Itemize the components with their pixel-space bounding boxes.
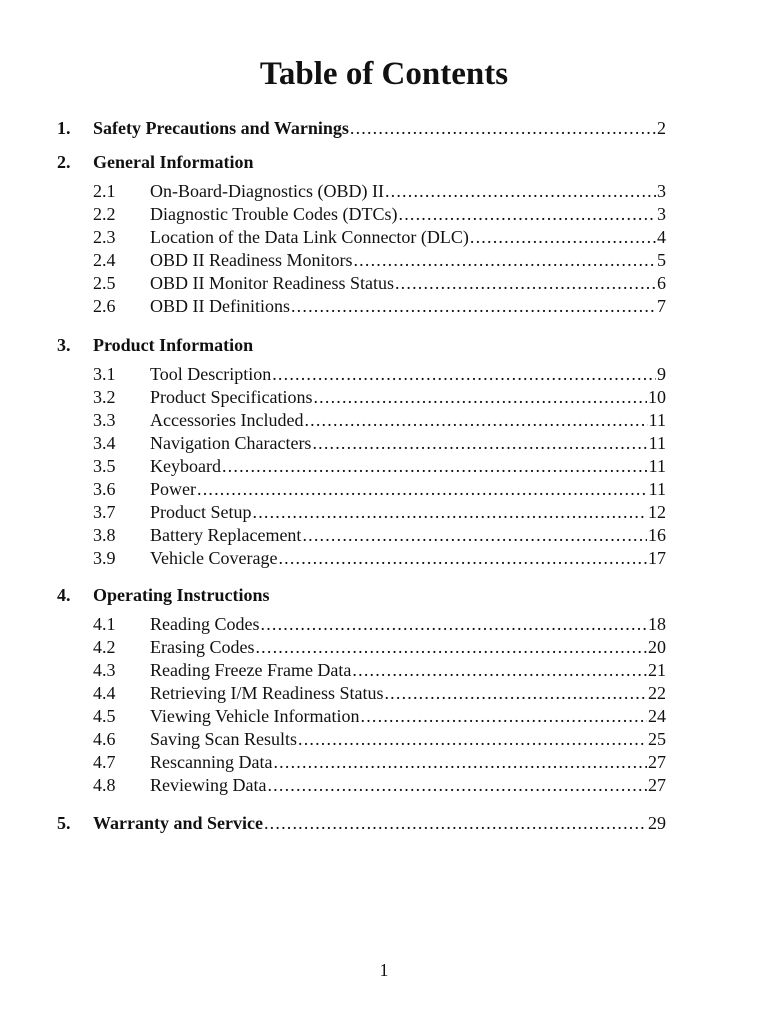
page-title: Table of Contents <box>259 56 509 92</box>
entry-title: Battery Replacement <box>150 525 302 545</box>
toc-entry-3-7[interactable] <box>93 501 666 524</box>
entry-number: 3.8 <box>93 525 116 545</box>
entry-number: 4.5 <box>93 706 116 726</box>
dot-leader <box>313 386 647 409</box>
toc-entry-3-2[interactable] <box>93 386 666 409</box>
page-number: 2 <box>657 118 666 138</box>
dot-leader <box>291 295 656 318</box>
entry-title: Reviewing Data <box>150 775 267 795</box>
entry-number: 2.1 <box>93 181 116 201</box>
toc-entry-4-1[interactable] <box>93 613 666 636</box>
toc-entry-3-8[interactable] <box>93 524 666 547</box>
section-number: 4. <box>57 585 71 605</box>
entry-title: Navigation Characters <box>150 433 312 453</box>
toc-section-1[interactable] <box>57 117 666 140</box>
toc-entry-2-3[interactable] <box>93 226 666 249</box>
entry-number: 4.8 <box>93 775 116 795</box>
page-number: 7 <box>657 296 666 316</box>
entry-title: Retrieving I/M Readiness Status <box>150 683 384 703</box>
page-number: 11 <box>648 410 666 430</box>
entry-title: OBD II Definitions <box>150 296 290 316</box>
dot-leader <box>399 203 657 226</box>
page-footer-number: 1 <box>379 960 389 980</box>
page-number: 9 <box>657 364 666 384</box>
entry-title: Location of the Data Link Connector (DLC) <box>150 227 469 247</box>
toc-entry-3-4[interactable] <box>93 432 666 455</box>
entry-title: Power <box>150 479 196 499</box>
dot-leader <box>273 751 647 774</box>
section-number: 5. <box>57 813 71 833</box>
toc-section-5[interactable] <box>57 812 666 835</box>
page-number: 12 <box>648 502 666 522</box>
page-number: 21 <box>648 660 666 680</box>
dot-leader <box>253 501 648 524</box>
toc-entry-4-6[interactable] <box>93 728 666 751</box>
toc-entry-4-3[interactable] <box>93 659 666 682</box>
page-number: 4 <box>657 227 666 247</box>
toc-entry-3-6[interactable] <box>93 478 666 501</box>
entry-title: Tool Description <box>150 364 272 384</box>
toc-entry-3-3[interactable] <box>93 409 666 432</box>
page-number: 5 <box>657 250 666 270</box>
section-number: 3. <box>57 335 71 355</box>
page-number: 6 <box>657 273 666 293</box>
dot-leader <box>302 524 647 547</box>
toc-entry-2-5[interactable] <box>93 272 666 295</box>
entry-number: 3.4 <box>93 433 116 453</box>
entry-number: 4.2 <box>93 637 116 657</box>
entry-title: Reading Codes <box>150 614 260 634</box>
entry-title: OBD II Monitor Readiness Status <box>150 273 394 293</box>
toc-entry-2-1[interactable] <box>93 180 666 203</box>
entry-title: Diagnostic Trouble Codes (DTCs) <box>150 204 398 224</box>
entry-number: 2.5 <box>93 273 116 293</box>
entry-title: Rescanning Data <box>150 752 273 772</box>
toc-entry-2-6[interactable] <box>93 295 666 318</box>
dot-leader <box>222 455 648 478</box>
toc-entry-4-8[interactable] <box>93 774 666 797</box>
toc-entry-4-7[interactable] <box>93 751 666 774</box>
entry-number: 4.4 <box>93 683 116 703</box>
section-title: General Information <box>93 152 254 172</box>
section-number: 1. <box>57 118 71 138</box>
entry-number: 4.6 <box>93 729 116 749</box>
dot-leader <box>298 728 647 751</box>
page-number: 29 <box>648 813 666 833</box>
page-number: 11 <box>648 479 666 499</box>
dot-leader <box>272 363 656 386</box>
page-number: 3 <box>657 204 666 224</box>
dot-leader <box>255 636 647 659</box>
section-title: Operating Instructions <box>93 585 270 605</box>
section-title: Warranty and Service <box>93 813 263 833</box>
section-number: 2. <box>57 152 71 172</box>
section-title: Product Information <box>93 335 254 355</box>
toc-entry-4-2[interactable] <box>93 636 666 659</box>
entry-number: 4.3 <box>93 660 116 680</box>
entry-number: 3.7 <box>93 502 116 522</box>
dot-leader <box>278 547 647 570</box>
page-number: 27 <box>648 775 666 795</box>
dot-leader <box>261 613 648 636</box>
entry-title: Accessories Included <box>150 410 304 430</box>
entry-number: 2.3 <box>93 227 116 247</box>
page-number: 25 <box>648 729 666 749</box>
entry-title: OBD II Readiness Monitors <box>150 250 353 270</box>
entry-title: Product Setup <box>150 502 252 522</box>
entry-number: 3.1 <box>93 364 116 384</box>
toc-entry-2-4[interactable] <box>93 249 666 272</box>
dot-leader <box>470 226 656 249</box>
entry-title: Reading Freeze Frame Data <box>150 660 352 680</box>
entry-number: 3.5 <box>93 456 116 476</box>
entry-number: 4.1 <box>93 614 116 634</box>
page-number: 20 <box>648 637 666 657</box>
entry-number: 3.3 <box>93 410 116 430</box>
dot-leader <box>395 272 656 295</box>
page-number: 17 <box>648 548 666 568</box>
toc-section-3[interactable] <box>57 334 666 357</box>
dot-leader <box>352 659 647 682</box>
entry-title: Keyboard <box>150 456 221 476</box>
dot-leader <box>361 705 647 728</box>
toc-section-4[interactable] <box>57 584 666 607</box>
entry-title: Erasing Codes <box>150 637 255 657</box>
toc-entry-4-5[interactable] <box>93 705 666 728</box>
page-number: 27 <box>648 752 666 772</box>
dot-leader <box>312 432 647 455</box>
entry-title: Vehicle Coverage <box>150 548 278 568</box>
entry-number: 3.6 <box>93 479 116 499</box>
toc-entry-2-2[interactable] <box>93 203 666 226</box>
entry-title: Viewing Vehicle Information <box>150 706 360 726</box>
dot-leader <box>197 478 648 501</box>
toc-section-2[interactable] <box>57 151 666 174</box>
toc-entry-3-1[interactable] <box>93 363 666 386</box>
page-number: 11 <box>648 433 666 453</box>
entry-number: 2.2 <box>93 204 116 224</box>
dot-leader <box>385 180 656 203</box>
page-number: 18 <box>648 614 666 634</box>
page-number: 16 <box>648 525 666 545</box>
dot-leader <box>264 812 647 835</box>
entry-title: On-Board-Diagnostics (OBD) II <box>150 181 384 201</box>
page-number: 3 <box>657 181 666 201</box>
dot-leader <box>350 117 656 140</box>
dot-leader <box>353 249 656 272</box>
page-number: 10 <box>648 387 666 407</box>
toc-entry-3-9[interactable] <box>93 547 666 570</box>
dot-leader <box>304 409 647 432</box>
page-number: 11 <box>648 456 666 476</box>
section-title: Safety Precautions and Warnings <box>93 118 349 138</box>
toc-entry-3-5[interactable] <box>93 455 666 478</box>
entry-number: 3.9 <box>93 548 116 568</box>
entry-number: 2.6 <box>93 296 116 316</box>
entry-number: 4.7 <box>93 752 116 772</box>
page-number: 22 <box>648 683 666 703</box>
dot-leader <box>267 774 647 797</box>
toc-entry-4-4[interactable] <box>93 682 666 705</box>
page-number: 24 <box>648 706 666 726</box>
entry-number: 2.4 <box>93 250 116 270</box>
dot-leader <box>384 682 647 705</box>
entry-number: 3.2 <box>93 387 116 407</box>
entry-title: Saving Scan Results <box>150 729 297 749</box>
entry-title: Product Specifications <box>150 387 313 407</box>
